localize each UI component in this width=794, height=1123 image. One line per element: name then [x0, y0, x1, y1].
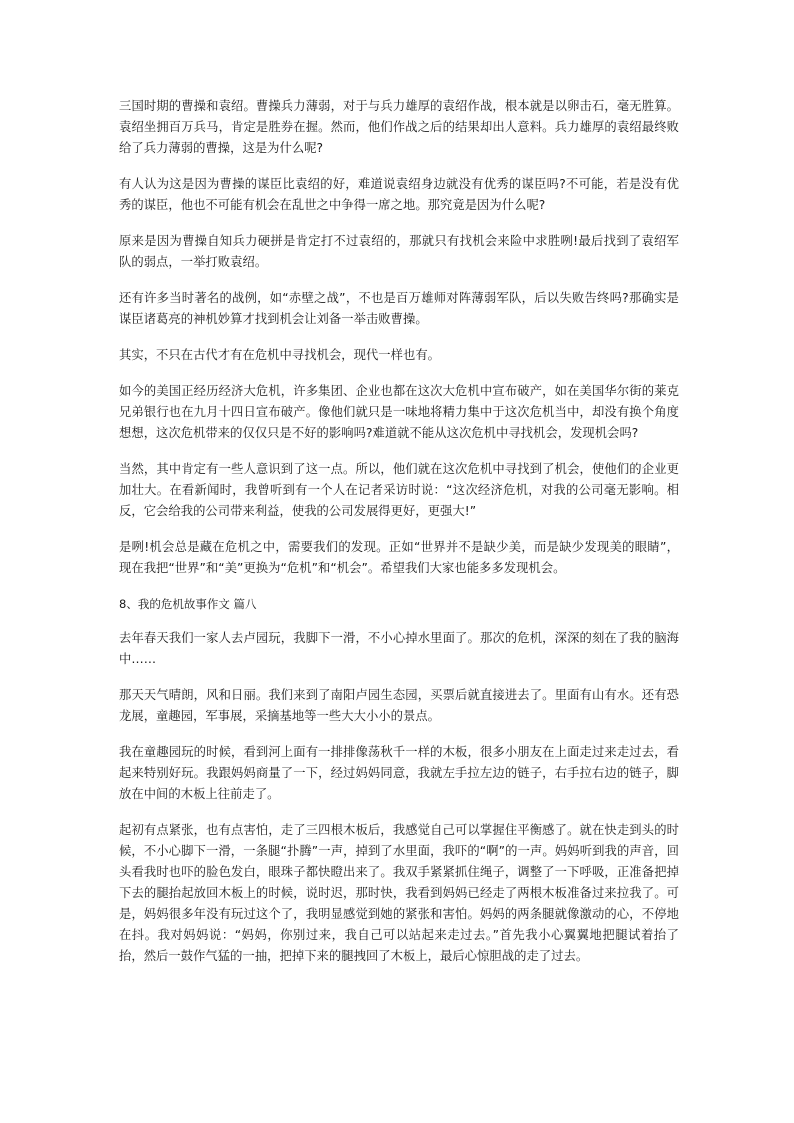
story-paragraph-3: 我在童趣园玩的时候，看到河上面有一排排像荡秋千一样的木板，很多小朋友在上面走过来走过去，看起来特别好玩。我跟妈妈商量了一下，经过妈妈同意，我就左手拉左边的链子，右手拉右边的链子，脚放在中间的木板上往前走了。	[119, 745, 679, 801]
paragraph-5: 其实，不只在古代才有在危机中寻找机会，现代一样也有。	[119, 348, 441, 362]
paragraph-6: 如今的美国正经历经济大危机，许多集团、企业也都在这次大危机中宣布破产，如在美国华尔街的莱克兄弟银行也在九月十四日宣布破产。像他们就只是一味地将精力集中于这次危机当中，却没有换个角度想想，这次危机带来的仅仅只是不好的影响吗?难道就不能从这次危机中寻找机会，发现机会吗?	[119, 384, 679, 440]
paragraph-1: 三国时期的曹操和袁绍。曹操兵力薄弱，对于与兵力雄厚的袁绍作战，根本就是以卵击石，毫无胜算。袁绍坐拥百万兵马，肯定是胜券在握。然而，他们作战之后的结果却出人意料。兵力雄厚的袁绍最终败给了兵力薄弱的曹操，这是为什么呢?	[119, 99, 679, 155]
paragraph-4: 还有许多当时著名的战例，如“赤壁之战”，不也是百万雄师对阵薄弱军队，后以失败告终吗?那确实是谋臣诸葛亮的神机妙算才找到机会让刘备一举击败曹操。	[119, 291, 679, 326]
paragraph-8: 是咧!机会总是藏在危机之中，需要我们的发现。正如“世界并不是缺少美，而是缺少发现美的眼睛”，现在我把“世界”和“美”更换为“危机”和“机会”。希望我们大家也能多多发现机会。	[119, 540, 679, 575]
paragraph-3: 原来是因为曹操自知兵力硬拼是肯定打不过袁绍的，那就只有找机会来险中求胜咧!最后找到了袁绍军队的弱点，一举打败袁绍。	[119, 234, 679, 269]
section-heading: 8、我的危机故事作文 篇八	[119, 597, 257, 611]
paragraph-7: 当然，其中肯定有一些人意识到了这一点。所以，他们就在这次危机中寻找到了机会，使他们的企业更加壮大。在看新闻时，我曾听到有一个人在记者采访时说：“这次经济危机，对我的公司毫无影响。相反，它会给我的公司带来利益，使我的公司发展得更好，更强大!”	[119, 462, 679, 518]
story-paragraph-2: 那天天气晴朗，风和日丽。我们来到了南阳卢园生态园，买票后就直接进去了。里面有山有水。还有恐龙展，童趣园，军事展，采摘基地等一些大大小小的景点。	[119, 688, 679, 723]
story-paragraph-4: 起初有点紧张，也有点害怕，走了三四根木板后，我感觉自己可以掌握住平衡感了。就在快走到头的时候，不小心脚下一滑，一条腿“扑腾”一声，掉到了水里面，我吓的“啊”的一声。妈妈听到我的声音，回头看我时也吓的脸色发白，眼珠子都快瞪出来了。我双手紧紧抓住绳子，调整了一下呼吸，正准备把掉下去的腿抬起放回木板上的时候，说时迟，那时快，我看到妈妈已经走了两根木板准备过来拉我了。可是，妈妈很多年没有玩过这个了，我明显感觉到她的紧张和害怕。妈妈的两条腿就像激动的心，不停地在抖。我对妈妈说：“妈妈，你别过来，我自己可以站起来走过去。”首先我小心翼翼地把腿试着抬了抬，然后一鼓作气猛的一抽，把掉下来的腿拽回了木板上，最后心惊胆战的走了过去。	[119, 823, 679, 963]
story-paragraph-1: 去年春天我们一家人去卢园玩，我脚下一滑，不小心掉水里面了。那次的危机，深深的刻在了我的脑海中……	[119, 631, 679, 666]
document-body	[119, 96, 679, 982]
paragraph-2: 有人认为这是因为曹操的谋臣比袁绍的好，难道说袁绍身边就没有优秀的谋臣吗?不可能，若是没有优秀的谋臣，他也不可能有机会在乱世之中争得一席之地。那究竟是因为什么呢?	[119, 177, 679, 212]
